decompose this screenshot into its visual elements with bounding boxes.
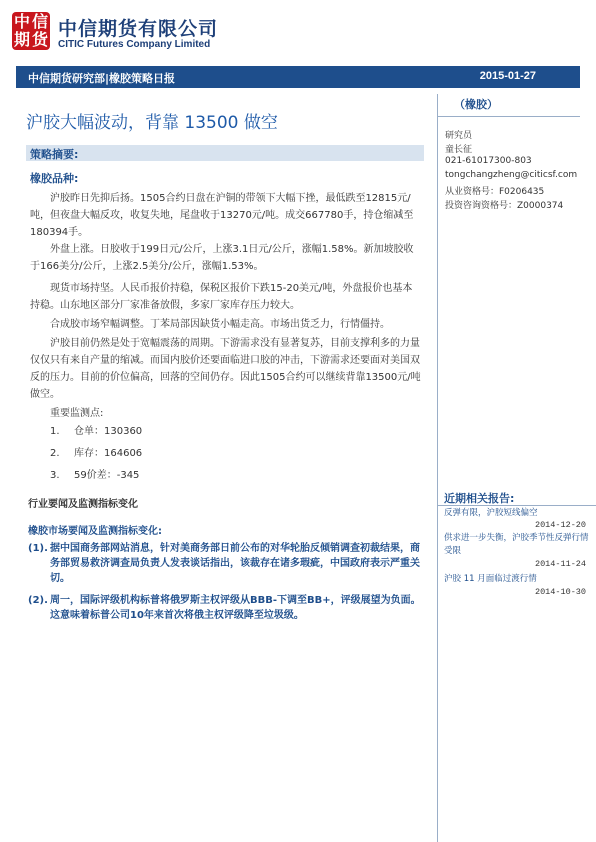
related-report-link[interactable]: 反弹有限，沪胶短线偏空 [444,508,538,518]
related-reports-heading: 近期相关报告: [444,492,515,505]
category-tag: （橡胶） [454,98,498,111]
news-text: 据中国商务部网站消息，针对美商务部日前公布的对华轮胎反倾销调查初裁结果，商务部贸易救济调查局负责人发表谈话指出，该裁存在诸多瑕疵，中国政府表示严重关切。 [50,543,420,584]
tag-divider [438,116,580,117]
monitor-title: 重要监测点: [50,408,104,419]
news-number: (2). [28,595,48,606]
logo-char: 信 [32,12,49,31]
page-title: 沪胶大幅波动，背靠 13500 做空 [26,113,278,133]
news-number: (1). [28,543,48,554]
related-report-date: 2014-11-24 [534,559,586,569]
related-report-link[interactable]: 供求进一步失衡，沪胶季节性反弹行情受限 [444,533,589,556]
summary-paragraph: 合成胶市场窄幅调整。丁苯局部因缺货小幅走高。市场出货乏力，行情僵持。 [50,319,390,330]
report-title: 中信期货研究部|橡胶策略日报 [28,72,176,85]
section-label: 策略摘要: [30,148,79,161]
analyst-license: 从业资格号：F0206435 [445,187,545,197]
analyst-name: 童长征 [445,145,473,155]
analyst-role: 研究员 [445,131,473,141]
report-date: 2015-01-27 [479,70,536,82]
column-divider [437,94,438,842]
company-name-en: CITIC Futures Company Limited [58,39,211,50]
related-divider [438,505,596,506]
logo-char: 期 [14,30,31,49]
related-report-link[interactable]: 沪胶 11 月面临过渡行情 [444,574,537,584]
summary-paragraph: 沪胶目前仍然是处于宽幅震荡的周期。下游需求没有显著复苏，目前支撑利多的力量仅仅只有来自产量的缩减。而国内胶价还要面临进口胶的冲击，下游需求还要面对美国双反的压力。目前的价位偏高，回落的空间仍存。因此1505合约可以继续背靠13500元/吨做空。 [30,338,421,400]
analyst-email[interactable]: tongchangzheng@citicsf.com [445,170,578,180]
monitor-text: 仓单：130360 [74,426,143,437]
monitor-item [50,444,142,459]
monitor-item [50,422,142,437]
monitor-number: 3. [50,470,60,481]
analyst-phone: 021-61017300-803 [445,156,532,166]
monitor-number: 1. [50,426,60,437]
news-item [28,541,428,586]
industry-news-heading: 行业要闻及监测指标变化 [28,499,138,510]
news-text: 周一，国际评级机构标普将俄罗斯主权评级从BBB-下调至BB+，评级展望为负面。这意味着标普公司10年来首次将俄主权评级降至垃圾级。 [50,595,421,621]
monitor-number: 2. [50,448,60,459]
analyst-advisory-license: 投资咨询资格号：Z0000374 [445,201,564,211]
news-item [28,593,428,623]
monitor-text: 库存：164606 [74,448,143,459]
strategy-summary-header [26,145,424,161]
rubber-market-heading: 橡胶市场要闻及监测指标变化: [28,526,162,537]
logo-char: 货 [32,30,49,49]
rubber-subheading: 橡胶品种: [30,172,79,185]
report-banner [16,66,580,88]
monitor-text: 59价差：-345 [74,470,140,481]
related-report-date: 2014-10-30 [534,587,586,597]
company-name-cn: 中信期货有限公司 [58,18,219,40]
summary-paragraph: 外盘上涨。日胶收于199日元/公斤，上涨3.1日元/公斤，涨幅1.58%。新加坡胶收于166美分/公斤，上涨2.5美分/公斤，涨幅1.53%。 [30,244,414,272]
monitor-item [50,466,139,481]
related-report-date: 2014-12-20 [534,520,586,530]
company-logo [12,12,50,50]
summary-paragraph: 现货市场持坚。人民币报价持稳，保税区报价下跌15-20美元/吨，外盘报价也基本持稳。山东地区部分厂家准备放假，多家厂家库存压力较大。 [30,283,413,311]
summary-paragraph: 沪胶昨日先抑后扬。1505合约日盘在沪铜的带领下大幅下挫，最低跌至12815元/吨，但夜盘大幅反攻，收复失地，尾盘收于13270元/吨。成交667780手，持仓缩减至180394手。 [30,193,414,238]
logo-char: 中 [14,12,31,31]
